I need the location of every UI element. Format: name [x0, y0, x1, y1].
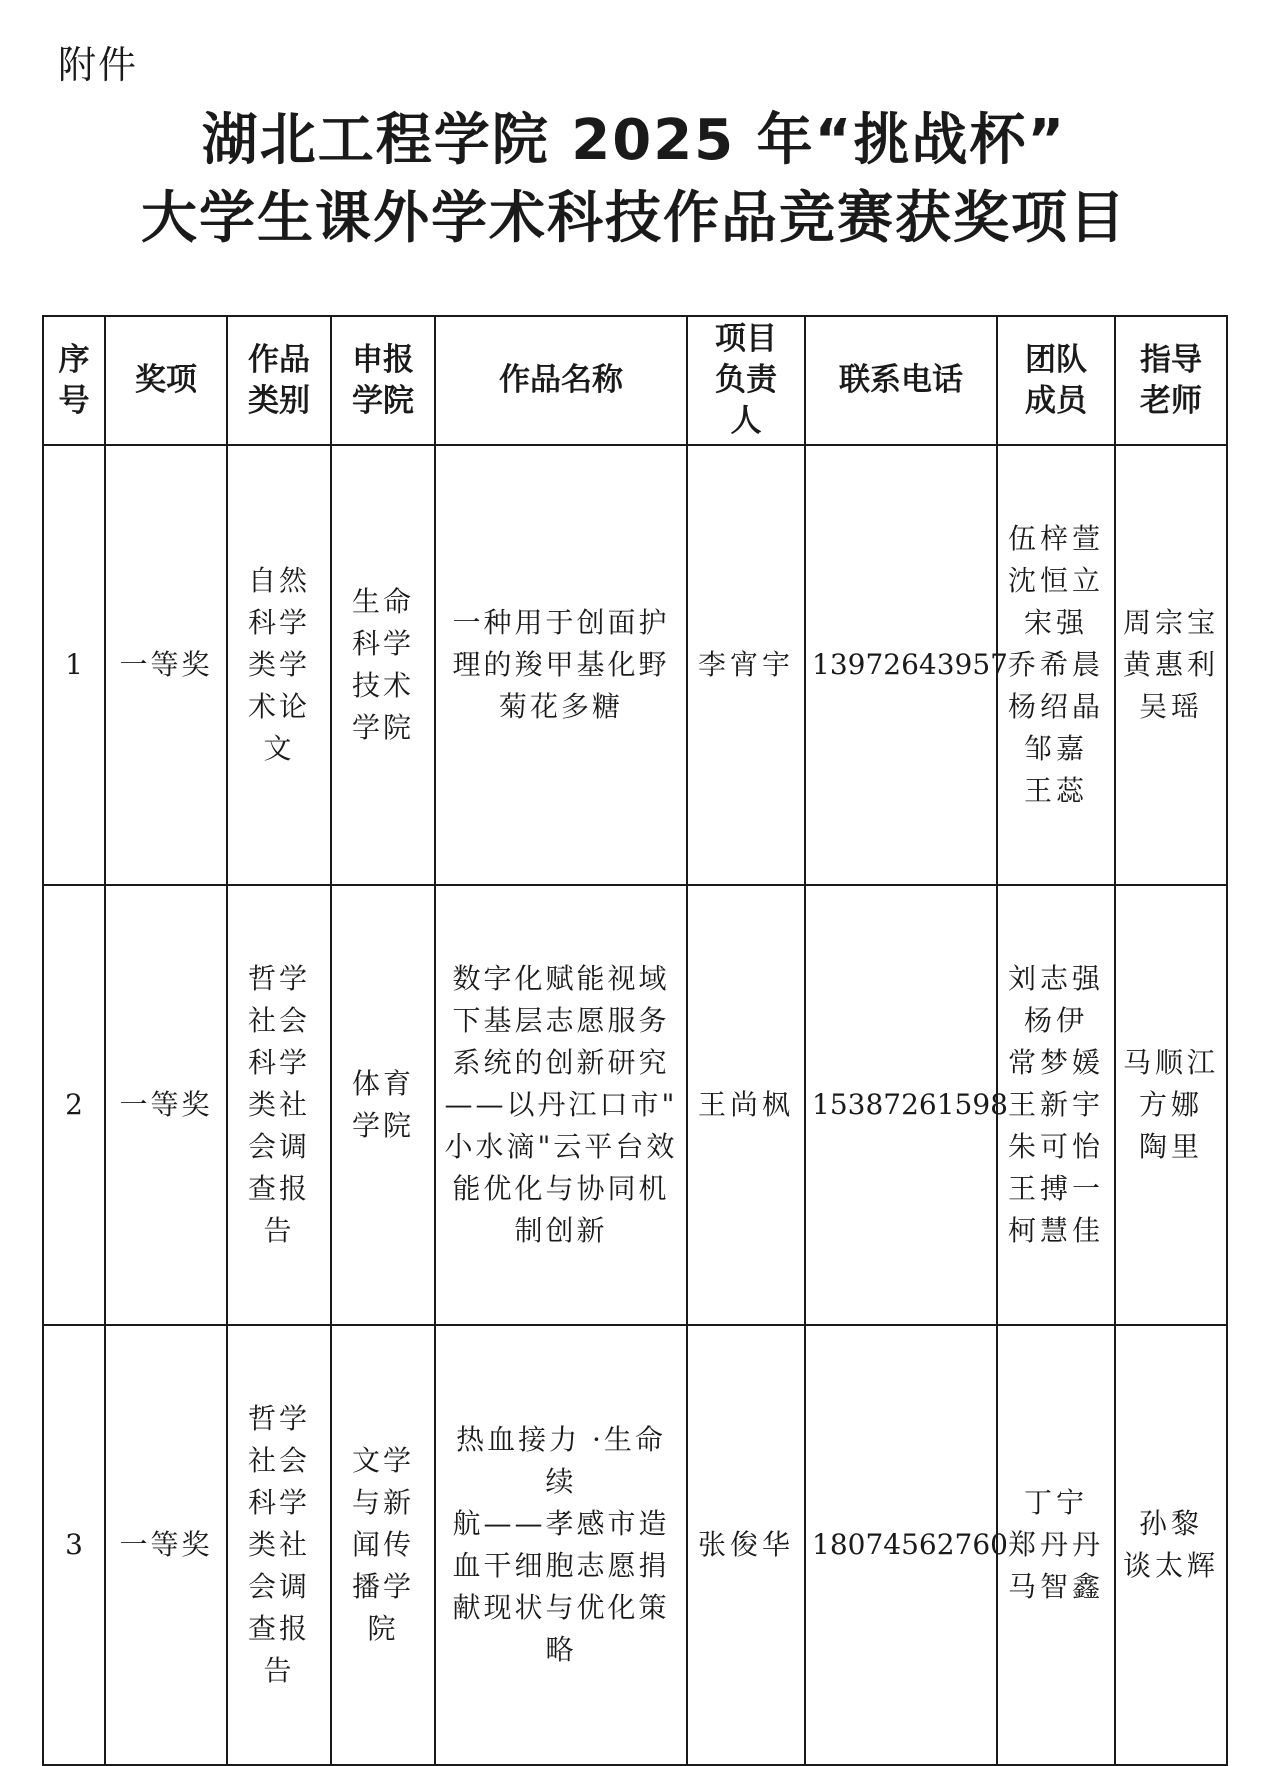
- cell-category-line: 查报: [247, 1612, 310, 1645]
- cell-category-line: 社会: [247, 1004, 310, 1037]
- cell-work-name-line: 热血接力 ·生命续: [456, 1423, 666, 1498]
- cell-members-line: 郑丹丹: [1007, 1528, 1104, 1561]
- cell-members-line: 马智鑫: [1007, 1570, 1104, 1603]
- cell-members-line: 杨绍晶: [1007, 690, 1104, 723]
- header-seq-line: 序: [58, 341, 90, 378]
- cell-college-line: 院: [367, 1612, 399, 1645]
- cell-college-line: 科学: [351, 627, 414, 660]
- cell-work-name-line: 一种用于创面护: [452, 606, 670, 639]
- header-members-line: 团队: [1025, 341, 1087, 378]
- cell-work-name: [435, 1325, 687, 1765]
- cell-category-line: 科学: [247, 606, 310, 639]
- cell-category-line: 科学: [247, 1046, 310, 1079]
- cell-advisors: [1115, 885, 1227, 1325]
- cell-college-line: 文学: [351, 1444, 414, 1477]
- cell-work-name-line: 航——孝感市造: [452, 1507, 670, 1540]
- cell-advisors-line: 孙黎: [1138, 1507, 1203, 1540]
- cell-work-name-line: 略: [545, 1633, 577, 1666]
- header-work-name: 作品名称: [435, 316, 687, 445]
- cell-category-line: 哲学: [247, 1402, 310, 1435]
- cell-work-name-line: 理的羧甲基化野: [452, 648, 670, 681]
- cell-college: [331, 885, 435, 1325]
- cell-members: [997, 445, 1115, 885]
- cell-category: [227, 885, 331, 1325]
- cell-members-line: 沈恒立: [1007, 564, 1104, 597]
- header-phone: 联系电话: [805, 316, 997, 445]
- cell-award: 一等奖: [105, 1325, 227, 1765]
- cell-work-name-line: ——以丹江口市": [444, 1088, 678, 1121]
- cell-advisors-line: 谈太辉: [1122, 1549, 1219, 1582]
- table-row: [43, 1325, 1227, 1765]
- header-category-line: 类别: [248, 382, 310, 419]
- cell-members-line: 朱可怡: [1007, 1130, 1104, 1163]
- header-college-line: 申报: [352, 341, 414, 378]
- cell-members-line: 刘志强: [1007, 962, 1104, 995]
- cell-category: [227, 445, 331, 885]
- cell-category-line: 自然: [247, 564, 310, 597]
- cell-members-line: 王蕊: [1023, 774, 1088, 807]
- cell-college: [331, 1325, 435, 1765]
- document-title-line1: 湖北工程学院 2025 年“挑战杯”: [201, 108, 1067, 173]
- header-leader: [687, 316, 805, 445]
- cell-college-line: 体育: [351, 1067, 414, 1100]
- cell-advisors-line: 周宗宝: [1122, 606, 1219, 639]
- header-members-line: 成员: [1025, 382, 1087, 419]
- cell-category-line: 类社: [247, 1528, 310, 1561]
- header-members: [997, 316, 1115, 445]
- cell-members: [997, 885, 1115, 1325]
- cell-category-line: 查报: [247, 1172, 310, 1205]
- cell-members-line: 邹嘉: [1023, 732, 1088, 765]
- cell-members-line: 伍梓萱: [1007, 522, 1104, 555]
- cell-college: [331, 445, 435, 885]
- table-row: [43, 445, 1227, 885]
- cell-category-line: 科学: [247, 1486, 310, 1519]
- cell-award: 一等奖: [105, 885, 227, 1325]
- cell-work-name-line: 献现状与优化策: [452, 1591, 670, 1624]
- document-title-line2: 大学生课外学术科技作品竞赛获奖项目: [141, 186, 1127, 251]
- cell-members-line: 宋强: [1023, 606, 1088, 639]
- cell-advisors-line: 陶里: [1138, 1130, 1203, 1163]
- cell-advisors-line: 黄惠利: [1122, 648, 1219, 681]
- cell-college-line: 生命: [351, 585, 414, 618]
- cell-category-line: 告: [263, 1214, 295, 1247]
- cell-work-name-line: 系统的创新研究: [452, 1046, 670, 1079]
- cell-members-line: 常梦媛: [1007, 1046, 1104, 1079]
- cell-members-line: 王新宇: [1007, 1088, 1104, 1121]
- cell-advisors-line: 方娜: [1138, 1088, 1203, 1121]
- header-leader-line: 人: [730, 403, 762, 439]
- header-advisors-line: 老师: [1140, 382, 1202, 419]
- cell-college-line: 技术: [351, 669, 414, 702]
- cell-category-line: 类学: [247, 648, 310, 681]
- award-table: [42, 315, 1228, 1766]
- cell-seq: 2: [43, 885, 105, 1325]
- cell-advisors: [1115, 445, 1227, 885]
- cell-college-line: 闻传: [351, 1528, 414, 1561]
- cell-work-name-line: 小水滴"云平台效: [444, 1130, 678, 1163]
- header-seq: [43, 316, 105, 445]
- header-advisors: [1115, 316, 1227, 445]
- cell-category-line: 术论: [247, 690, 310, 723]
- header-category-line: 作品: [248, 341, 310, 378]
- cell-work-name-line: 制创新: [514, 1214, 608, 1247]
- cell-college-line: 学院: [351, 1109, 414, 1142]
- cell-members-line: 杨伊: [1023, 1004, 1088, 1037]
- cell-members-line: 柯慧佳: [1007, 1214, 1104, 1247]
- header-college: [331, 316, 435, 445]
- cell-advisors-line: 马顺江: [1122, 1046, 1219, 1079]
- cell-phone: 15387261598: [805, 885, 997, 1325]
- cell-work-name-line: 数字化赋能视域: [452, 962, 670, 995]
- cell-work-name: [435, 885, 687, 1325]
- cell-college-line: 与新: [351, 1486, 414, 1519]
- cell-phone: 13972643957: [805, 445, 997, 885]
- cell-members: [997, 1325, 1115, 1765]
- header-seq-line: 号: [58, 382, 90, 419]
- cell-college-line: 学院: [351, 711, 414, 744]
- table-row: [43, 885, 1227, 1325]
- cell-category-line: 会调: [247, 1570, 310, 1603]
- cell-seq: 1: [43, 445, 105, 885]
- cell-leader: 王尚枫: [687, 885, 805, 1325]
- table-header-row: [43, 316, 1227, 445]
- cell-seq: 3: [43, 1325, 105, 1765]
- cell-category: [227, 1325, 331, 1765]
- cell-work-name: [435, 445, 687, 885]
- cell-work-name-line: 菊花多糖: [498, 690, 623, 723]
- attachment-label: 附件: [58, 43, 139, 87]
- header-college-line: 学院: [352, 382, 414, 419]
- cell-members-line: 王搏一: [1007, 1172, 1104, 1205]
- cell-members-line: 乔希晨: [1007, 648, 1104, 681]
- header-leader-line: 项目: [715, 321, 777, 357]
- cell-college-line: 播学: [351, 1570, 414, 1603]
- header-category: [227, 316, 331, 445]
- header-award: 奖项: [105, 316, 227, 445]
- cell-category-line: 文: [263, 732, 295, 765]
- header-advisors-line: 指导: [1140, 341, 1202, 378]
- cell-category-line: 哲学: [247, 962, 310, 995]
- cell-phone: 18074562760: [805, 1325, 997, 1765]
- cell-members-line: 丁宁: [1023, 1486, 1088, 1519]
- cell-award: 一等奖: [105, 445, 227, 885]
- header-leader-line: 负责: [715, 362, 777, 398]
- cell-advisors: [1115, 1325, 1227, 1765]
- cell-leader: 张俊华: [687, 1325, 805, 1765]
- cell-category-line: 告: [263, 1654, 295, 1687]
- cell-category-line: 会调: [247, 1130, 310, 1163]
- cell-work-name-line: 能优化与协同机: [452, 1172, 670, 1205]
- cell-leader: 李宵宇: [687, 445, 805, 885]
- cell-category-line: 类社: [247, 1088, 310, 1121]
- cell-advisors-line: 吴瑶: [1138, 690, 1203, 723]
- cell-work-name-line: 下基层志愿服务: [452, 1004, 670, 1037]
- cell-category-line: 社会: [247, 1444, 310, 1477]
- cell-work-name-line: 血干细胞志愿捐: [452, 1549, 670, 1582]
